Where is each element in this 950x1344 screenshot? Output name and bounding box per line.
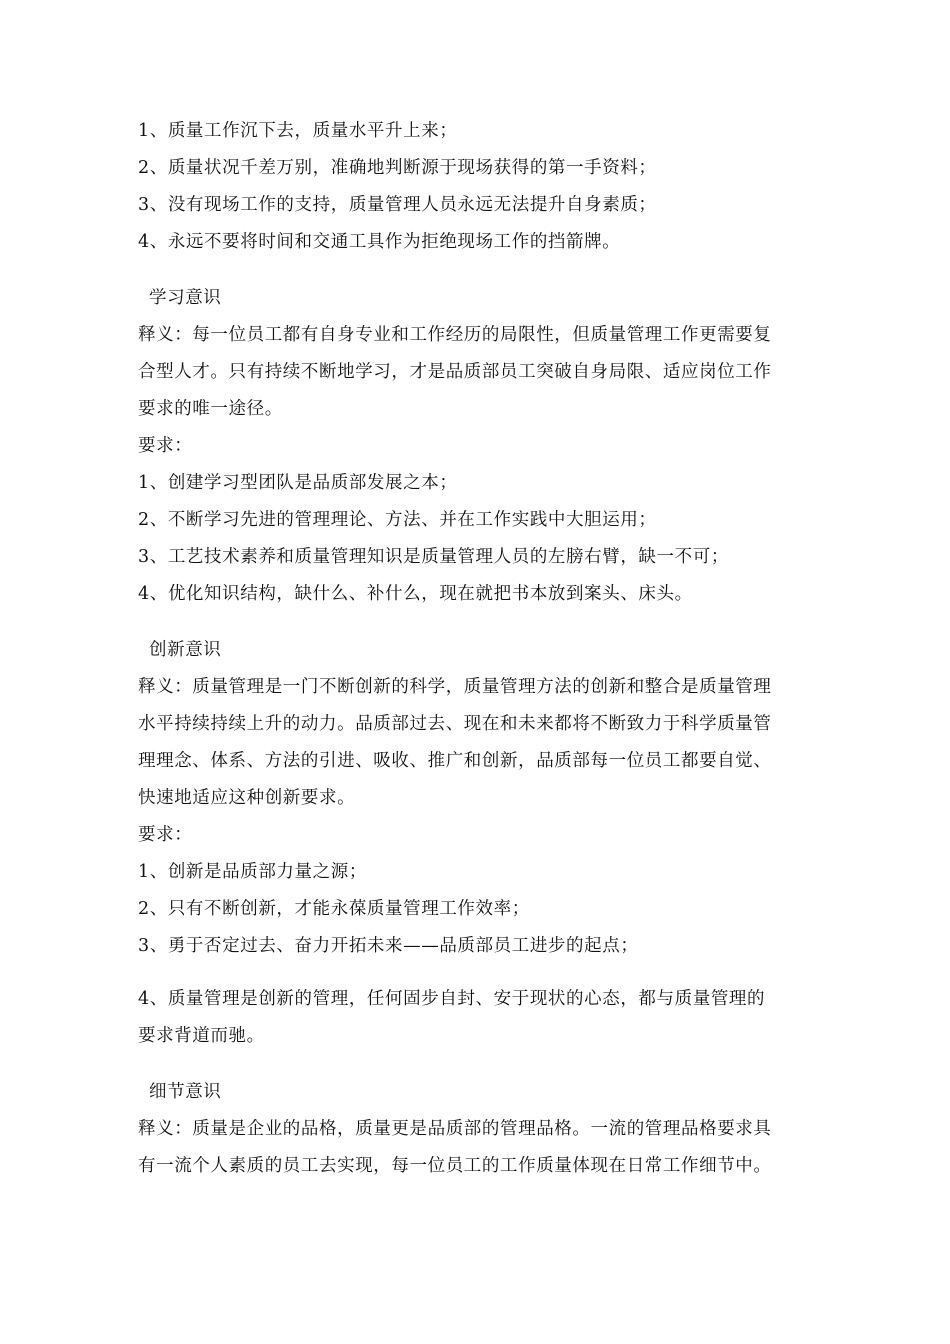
definition-line: 有一流个人素质的员工去实现，每一位员工的工作质量体现在日常工作细节中。 [138, 1156, 772, 1176]
list-item: 4、优化知识结构，缺什么、补什么，现在就把书本放到案头、床头。 [138, 584, 693, 604]
list-item: 3、没有现场工作的支持，质量管理人员永远无法提升自身素质； [138, 195, 657, 215]
definition-line: 释义：质量管理是一门不断创新的科学，质量管理方法的创新和整合是质量管理 [138, 677, 772, 697]
list-item: 4、永远不要将时间和交通工具作为拒绝现场工作的挡箭牌。 [138, 232, 621, 252]
requirements-label: 要求： [138, 436, 193, 456]
requirements-label: 要求： [138, 825, 193, 845]
definition-line: 合型人才。只有持续不断地学习，才是品质部员工突破自身局限、适应岗位工作 [138, 362, 772, 382]
list-item: 1、创建学习型团队是品质部发展之本； [138, 473, 458, 493]
definition-line: 理理念、体系、方法的引进、吸收、推广和创新，品质部每一位员工都要自觉、 [138, 751, 772, 771]
intro-list [138, 113, 818, 261]
section-learning [138, 280, 818, 613]
list-item: 4、质量管理是创新的管理，任何固步自封、安于现状的心态，都与质量管理的 [138, 989, 766, 1009]
list-item: 1、创新是品质部力量之源； [138, 862, 367, 882]
section-innovation [138, 632, 818, 1055]
definition-line: 快速地适应这种创新要求。 [138, 788, 356, 808]
section-heading: 学习意识 [149, 288, 222, 308]
list-item: 3、工艺技术素养和质量管理知识是质量管理人员的左膀右臂，缺一不可； [138, 547, 729, 567]
definition-line: 水平持续持续上升的动力。品质部过去、现在和未来都将不断致力于科学质量管 [138, 714, 772, 734]
list-item: 2、不断学习先进的管理理论、方法、并在工作实践中大胆运用； [138, 510, 657, 530]
section-heading: 创新意识 [149, 640, 222, 660]
list-item: 1、质量工作沉下去，质量水平升上来； [138, 121, 458, 141]
definition-line: 释义：质量是企业的品格，质量更是品质部的管理品格。一流的管理品格要求具 [138, 1119, 772, 1139]
list-item: 2、只有不断创新，才能永葆质量管理工作效率； [138, 899, 530, 919]
section-heading: 细节意识 [149, 1082, 222, 1102]
list-item: 3、勇于否定过去、奋力开拓未来——品质部员工进步的起点； [138, 936, 639, 956]
definition-line: 要求的唯一途径。 [138, 399, 283, 419]
list-item: 2、质量状况千差万别，准确地判断源于现场获得的第一手资料； [138, 158, 657, 178]
list-item-continuation: 要求背道而驰。 [138, 1026, 265, 1046]
document-page [138, 113, 818, 1185]
definition-line: 释义：每一位员工都有自身专业和工作经历的局限性，但质量管理工作更需要复 [138, 325, 772, 345]
section-detail [138, 1074, 818, 1185]
